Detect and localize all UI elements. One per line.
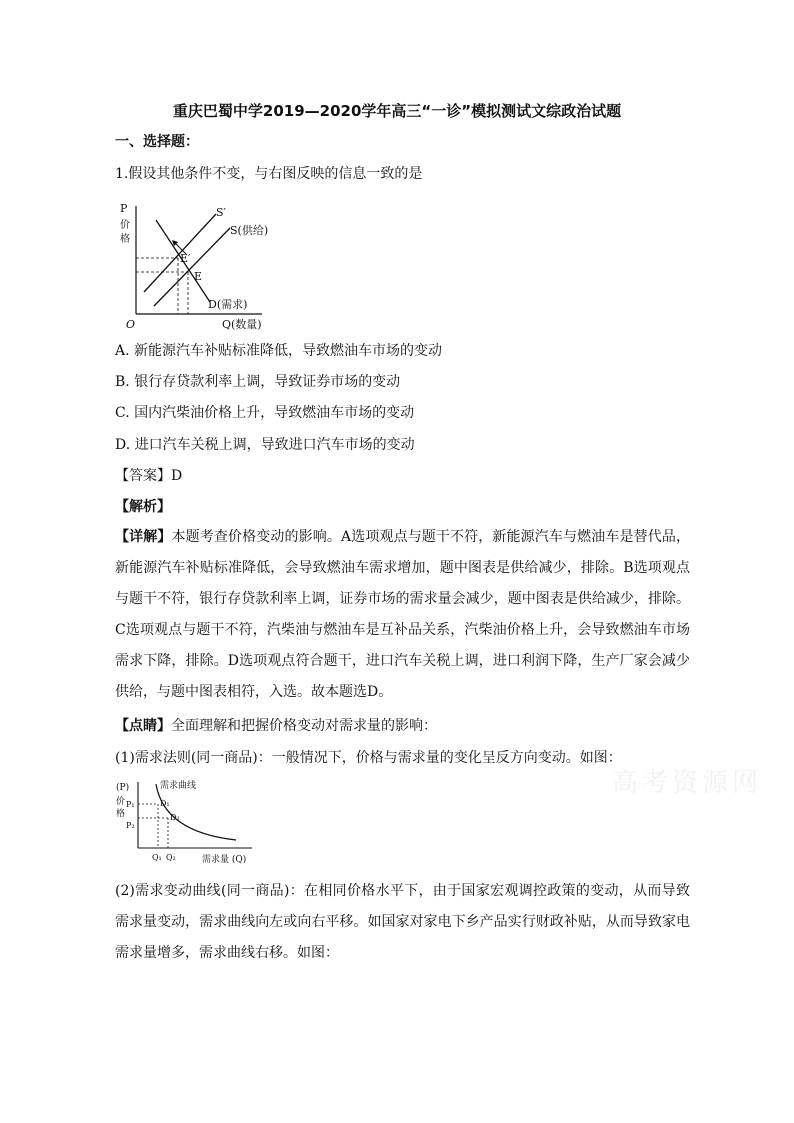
item-1: (1)需求法则(同一商品)：一般情况下，价格与需求量的变化呈反方向变动。如图：	[115, 750, 622, 766]
p-axis-label: (P)	[116, 783, 130, 793]
option-d: D. 进口汽车关税上调，导致进口汽车市场的变动	[115, 437, 415, 453]
label-p2: P₂	[126, 821, 135, 830]
answer: 【答案】D	[115, 468, 183, 484]
option-b: B. 银行存贷款利率上调，导致证券市场的变动	[115, 374, 401, 390]
label-s: S(供给)	[230, 224, 269, 237]
question-stem: 1.假设其他条件不变，与右图反映的信息一致的是	[115, 166, 423, 182]
point-line	[115, 716, 437, 736]
origin-label: O	[126, 318, 136, 331]
y-axis-label-p: P	[120, 202, 128, 215]
label-curve: 需求曲线	[160, 781, 197, 791]
demand-curve-figure	[112, 776, 262, 868]
x-axis-label: Q(数量)	[222, 318, 262, 331]
label-e: E	[194, 270, 203, 283]
y-label-c2: 格	[116, 809, 126, 819]
y-label-c1: 价	[116, 797, 126, 807]
watermark: 高考资源网	[612, 768, 763, 798]
y-axis-label-c1: 价	[120, 220, 130, 231]
label-d2: D₂	[170, 813, 180, 822]
page-title: 重庆巴蜀中学2019—2020学年高三“一诊”模拟测试文综政治试题	[172, 102, 622, 120]
option-a: A. 新能源汽车补贴标准降低，导致燃油车市场的变动	[115, 343, 443, 359]
x-axis-label-2: 需求量 (Q)	[202, 855, 247, 865]
detail-text: 本题考查价格变动的影响。A选项观点与题干不符，新能源汽车与燃油车是替代品，新能源汽车补贴标准降低，会导致燃油车需求增加，题中图表是供给减少，排除。B选项观点与题干不符，银行存贷款利率上调，证券市场的需求量会减少，题中图表是供给减少，排除。C选项观点与题干不符，汽柴油与燃油车是互补品关系，汽柴油价格上升，会导致燃油车市场需求下降，排除。D选项观点符合题干，进口汽车关税上调，进口利润下降，生产厂家会减少供给，与题中图表相符，入选。故本题选D。	[115, 529, 691, 700]
option-c: C. 国内汽柴油价格上升，导致燃油车市场的变动	[115, 405, 415, 421]
label-d: D(需求)	[208, 298, 248, 311]
detail-paragraph	[115, 522, 690, 708]
item-2: (2)需求变动曲线(同一商品)：在相同价格水平下，由于国家宏观调控政策的变动，从而导致需求量变动，需求曲线向左或向右平移。如国家对家电下乡产品实行财政补贴，从而导致家电需求量增多，需求曲线右移。如图：	[115, 883, 690, 961]
supply-demand-figure	[112, 196, 287, 336]
label-e-prime: E′	[180, 252, 191, 265]
label-s-prime: S′	[216, 206, 227, 219]
label-p1: P₁	[126, 800, 135, 809]
point-text: 全面理解和把握价格变动对需求量的影响：	[171, 718, 437, 734]
section-heading: 一、选择题：	[115, 134, 199, 150]
label-q1: Q₁	[152, 853, 162, 862]
detail-tag: 【详解】	[115, 529, 172, 545]
label-d1: D₁	[160, 799, 170, 808]
analysis-heading: 【解析】	[115, 499, 171, 515]
label-q2: Q₂	[166, 853, 176, 862]
y-axis-label-c2: 格	[120, 234, 130, 245]
point-tag: 【点睛】	[115, 718, 171, 734]
